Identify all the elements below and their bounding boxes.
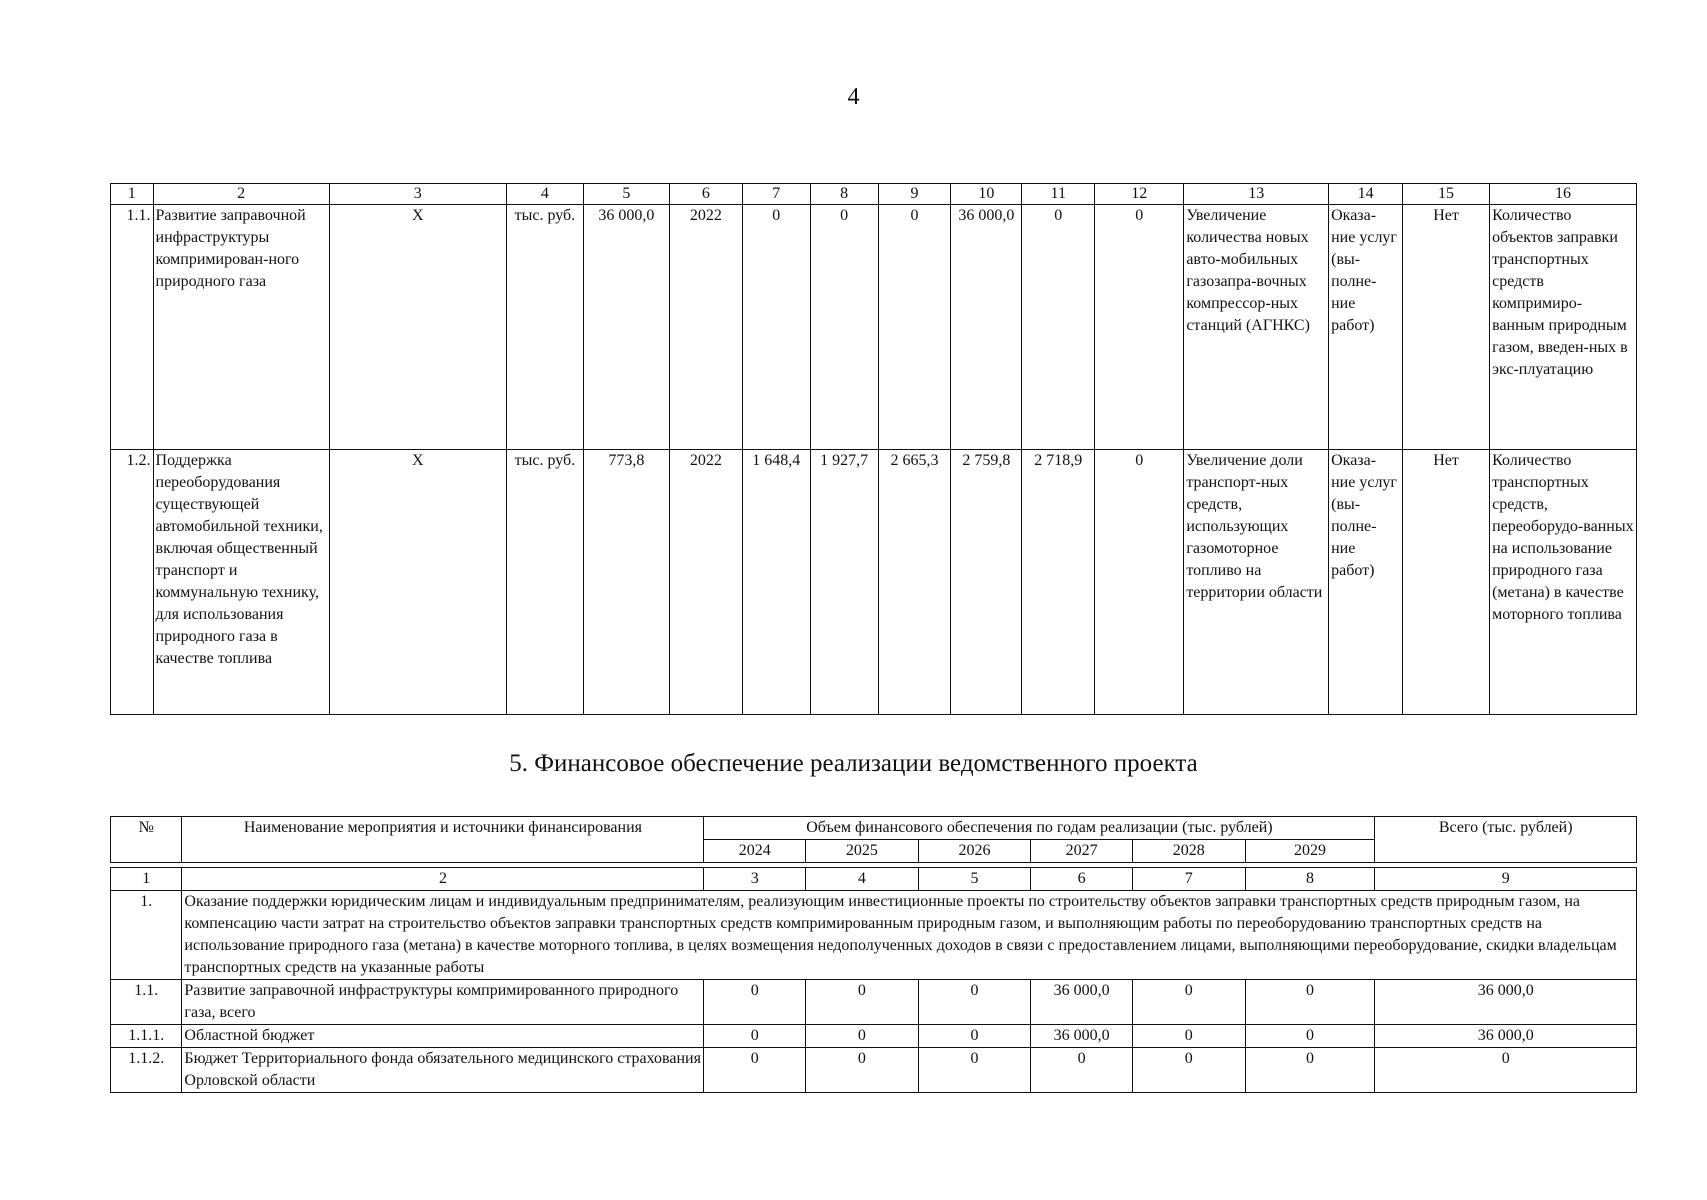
value: 0 [742,205,810,450]
row-number: 1.1.1. [111,1025,182,1048]
table-row [111,1048,1637,1093]
cell: Х [329,205,506,450]
year-value: 0 [918,1048,1031,1093]
year-value: 0 [1245,1048,1375,1093]
year-value: 0 [1031,1048,1133,1093]
value: 0 [878,205,951,450]
col-number: 8 [810,184,878,205]
value: 0 [1022,205,1095,450]
year-value: 0 [1132,1048,1245,1093]
cell: Х [329,450,506,715]
year-header: 2029 [1245,840,1375,863]
type-text: Оказа-ние услуг (вы-полне-ние работ) [1329,205,1403,450]
total-value: 36 000,0 [1375,980,1637,1025]
table-row [111,450,1637,715]
year-value: 0 [918,1025,1031,1048]
result-text: Увеличение доли транспорт-ных средств, использующих газомоторное топливо на территории области [1184,450,1329,715]
total-header: Всего (тыс. рублей) [1375,817,1637,863]
year-value: 0 [704,980,806,1025]
col-number: 1 [111,184,154,205]
value: 0 [1095,450,1184,715]
col-number: 12 [1095,184,1184,205]
year-value: 0 [806,1025,919,1048]
col-number: 11 [1022,184,1095,205]
column-number-row [111,184,1637,205]
financing-table [110,816,1637,1093]
name-header: Наименование мероприятия и источники финансирования [182,817,704,863]
table-row [111,980,1637,1025]
col-number: 10 [951,184,1022,205]
activity-name: Поддержка переоборудования существующей автомобильной техники, включая общественный транспорт и коммунальную технику, для использования природного газа в качестве топлива [153,450,329,715]
row-number: 1.1. [111,205,154,450]
number-header: № [111,817,182,863]
row-name: Бюджет Территориального фонда обязательного медицинского страхования Орловской области [182,1048,704,1093]
year: 2022 [669,205,742,450]
value: 773,8 [583,450,669,715]
value: 1 648,4 [742,450,810,715]
col-number: 14 [1329,184,1403,205]
year: 2022 [669,450,742,715]
volume-header: Объем финансового обеспечения по годам реализации (тыс. рублей) [704,817,1375,840]
group-description: Оказание поддержки юридическим лицам и индивидуальным предпринимателям, реализующим инвестиционные проекты по строительству объектов заправки транспортных средств природным газом, на компенсацию части затрат на строительство объектов заправки транспортных средств компримированным природным газом, и выполняющим работы по переоборудованию транспортных средств на использование природного газа (метана) в качестве моторного топлива, в целях возмещения недополученных доходов в связи с предоставлением лицами, выполняющими переоборудование, скидки владельцам транспортных средств на указанные работы [182,891,1637,980]
value: 2 718,9 [1022,450,1095,715]
header-row [111,817,1637,840]
year-header: 2028 [1132,840,1245,863]
year-value: 0 [806,980,919,1025]
row-name: Развитие заправочной инфраструктуры компримированного природного газа, всего [182,980,704,1025]
column-number-row [111,868,1637,891]
col-number: 3 [704,868,806,891]
value: 0 [1095,205,1184,450]
indicator-text: Количество транспортных средств, переоборудо-ванных на использование природного газа (метана) в качестве моторного топлива [1490,450,1637,715]
col-number: 2 [182,868,704,891]
section-title: 5. Финансовое обеспечение реализации ведомственного проекта [509,750,1198,777]
col-number: 7 [742,184,810,205]
total-value: 36 000,0 [1375,1025,1637,1048]
unit: тыс. руб. [506,450,583,715]
row-number: 1.1. [111,980,182,1025]
unit: тыс. руб. [506,205,583,450]
col-number: 9 [1375,868,1637,891]
row-number: 1.2. [111,450,154,715]
col-number: 15 [1403,184,1490,205]
year-value: 36 000,0 [1031,980,1133,1025]
value: 1 927,7 [810,450,878,715]
col-number: 2 [153,184,329,205]
year-value: 0 [1132,980,1245,1025]
year-value: 0 [704,1025,806,1048]
row-number: 1. [111,891,182,980]
year-value: 0 [806,1048,919,1093]
year-header: 2025 [806,840,919,863]
group-row [111,891,1637,980]
col-number: 5 [918,868,1031,891]
year-value: 0 [1245,1025,1375,1048]
flag-text: Нет [1403,205,1490,450]
total-value: 0 [1375,1048,1637,1093]
col-number: 13 [1184,184,1329,205]
indicator-text: Количество объектов заправки транспортных средств компримиро-ванным природным газом, введен-ных в экс-плуатацию [1490,205,1637,450]
year-value: 36 000,0 [1031,1025,1133,1048]
table-row [111,1025,1637,1048]
year-value: 0 [1132,1025,1245,1048]
activities-table [110,183,1637,715]
col-number: 5 [583,184,669,205]
value: 2 759,8 [951,450,1022,715]
col-number: 6 [669,184,742,205]
col-number: 16 [1490,184,1637,205]
type-text: Оказа-ние услуг (вы-полне-ние работ) [1329,450,1403,715]
value: 36 000,0 [583,205,669,450]
table-row [111,205,1637,450]
col-number: 1 [111,868,182,891]
col-number: 8 [1245,868,1375,891]
col-number: 4 [506,184,583,205]
col-number: 9 [878,184,951,205]
year-value: 0 [918,980,1031,1025]
year-value: 0 [1245,980,1375,1025]
year-header: 2026 [918,840,1031,863]
col-number: 4 [806,868,919,891]
value: 0 [810,205,878,450]
row-name: Областной бюджет [182,1025,704,1048]
col-number: 3 [329,184,506,205]
year-header: 2024 [704,840,806,863]
value: 36 000,0 [951,205,1022,450]
row-number: 1.1.2. [111,1048,182,1093]
result-text: Увеличение количества новых авто-мобильных газозапра-вочных компрессор-ных станций (АГНКС) [1184,205,1329,450]
flag-text: Нет [1403,450,1490,715]
page-number: 4 [847,84,860,110]
activity-name: Развитие заправочной инфраструктуры компримирован-ного природного газа [153,205,329,450]
value: 2 665,3 [878,450,951,715]
col-number: 7 [1132,868,1245,891]
year-header: 2027 [1031,840,1133,863]
year-value: 0 [704,1048,806,1093]
col-number: 6 [1031,868,1133,891]
